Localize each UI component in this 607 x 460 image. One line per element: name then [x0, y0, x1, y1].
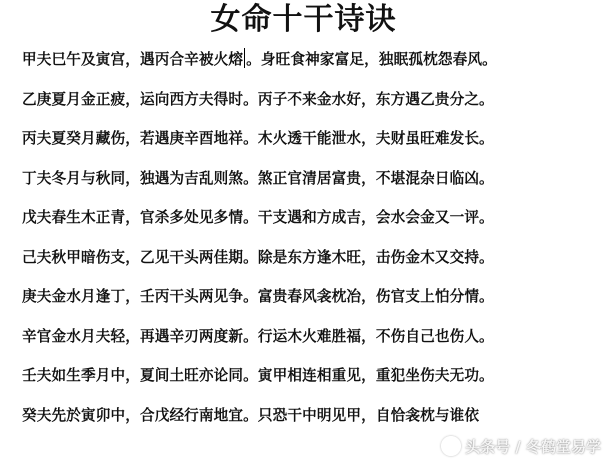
poem-line	[22, 125, 607, 165]
poem-line-text: 癸夫先於寅卯中，合戊经行南地宜。只恐干中明见甲，自	[22, 406, 391, 424]
poem-line-text: 戊夫春生木正青，官杀多处见多情。干支遇和方成吉，会水会金又一评。	[22, 209, 494, 226]
poem-line	[22, 362, 607, 402]
poem-line	[22, 204, 607, 244]
poem-line	[22, 323, 607, 363]
poem-line-text: 丙夫夏癸月藏伤，若遇庚辛酉地祥。木火透干能泄水，夫财虽旺难发长。	[22, 130, 494, 147]
camera-icon	[441, 436, 461, 456]
poem-line-text: 恰衾枕与谁依	[390, 406, 480, 424]
poem-line	[22, 86, 607, 126]
poem-line-text: 辛官金水月夫轻，再遇辛刃两度新。行运木火难胜福，不伤自己也伤人。	[22, 327, 494, 345]
poem-line	[22, 244, 607, 284]
poem-line-text: 甲夫巳午及寅宫，遇丙合辛被火熔	[22, 51, 244, 68]
poem-line-text: 。身旺食神家富足，独眠孤枕怨春风。	[246, 51, 497, 68]
poem-line-text: 庚夫金水月逢丁，壬丙干头两见争。富贵春风衾枕冶，伤官支上怕分情。	[22, 288, 494, 305]
poem-line	[22, 46, 607, 86]
page-title: 女命十干诗诀	[210, 2, 397, 37]
watermark	[441, 435, 601, 457]
watermark-text: 头条号 / 冬鹤堂易学	[465, 437, 601, 456]
poem-line-text: 乙庚夏月金正疲，运向西方夫得时。丙子不来金水好，东方遇乙贵分之。	[22, 90, 494, 108]
poem-line-text: 己夫秋甲暗伤支，乙见干头两佳期。除是东方逢木旺，击伤金木又交持。	[22, 248, 494, 266]
poem-line	[22, 165, 607, 205]
poem-line-text: 丁夫冬月与秋同，独遇为吉乱则煞。煞正官清居富贵，不堪混杂日临凶。	[22, 169, 494, 187]
poem-line	[22, 283, 607, 323]
poem-body	[22, 46, 607, 441]
poem-line-text: 壬夫如生季月中，夏间土旺亦论同。寅甲相连相重见，重犯坐伤夫无功。	[22, 367, 494, 384]
